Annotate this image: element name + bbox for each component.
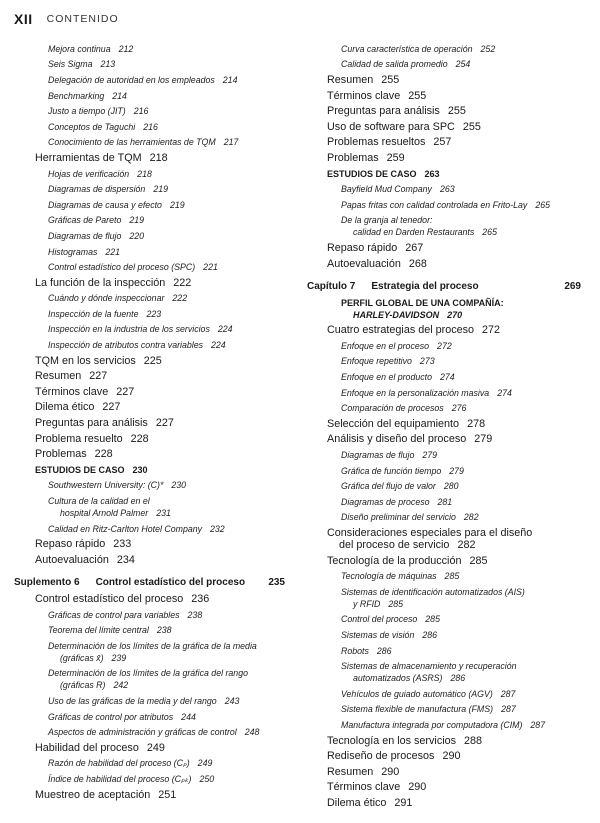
page-ref: 290 xyxy=(381,765,400,778)
toc-entry[interactable] xyxy=(293,354,593,370)
toc-entry[interactable] xyxy=(293,103,593,119)
toc-entry[interactable] xyxy=(293,795,593,811)
running-title: CONTENIDO xyxy=(46,13,119,25)
toc-entry[interactable] xyxy=(0,197,293,213)
entry-title: Herramientas de TQM xyxy=(35,151,142,164)
entry-title-continuation xyxy=(48,507,293,519)
entry-title: Diagramas de causa y efecto xyxy=(48,199,162,210)
entry-title: ESTUDIOS DE CASO xyxy=(35,464,125,475)
page-ref: 273 xyxy=(419,356,435,367)
page-ref: 286 xyxy=(376,645,392,656)
toc-entry[interactable] xyxy=(293,510,593,526)
page-number: XII xyxy=(14,11,33,27)
entry-title: Índice de habilidad del proceso (Cₚₖ) xyxy=(48,773,192,784)
page-ref: 213 xyxy=(100,59,116,70)
page-ref: 231 xyxy=(156,508,171,519)
page-ref: 268 xyxy=(408,257,427,270)
entry-title: Cultura de la calidad en el xyxy=(48,496,150,507)
entry-title: Gráfica de función tiempo xyxy=(341,465,442,476)
page-ref: 288 xyxy=(464,734,483,747)
entry-title: Histogramas xyxy=(48,246,98,257)
toc-entry[interactable] xyxy=(0,119,293,135)
toc-entry[interactable] xyxy=(0,431,293,447)
entry-title-continuation xyxy=(48,679,293,691)
page-ref: 216 xyxy=(143,121,158,132)
page-ref: 255 xyxy=(447,105,466,118)
page-ref: 220 xyxy=(129,230,145,241)
page-ref: 214 xyxy=(112,90,127,101)
toc-entry[interactable] xyxy=(293,119,593,135)
entry-title: Uso de las gráficas de la media y del rango xyxy=(48,695,217,706)
page-ref: 274 xyxy=(439,372,455,383)
page-ref: 265 xyxy=(482,227,497,238)
page-ref: 250 xyxy=(199,773,215,784)
page-ref: 285 xyxy=(469,554,488,567)
entry-title: Repaso rápido xyxy=(327,241,398,254)
toc-entry[interactable] xyxy=(293,643,593,659)
page-ref: 221 xyxy=(203,262,218,273)
toc-entry[interactable] xyxy=(0,166,293,182)
toc-entry[interactable] xyxy=(0,607,293,623)
entry-title: Análisis y diseño del proceso xyxy=(327,433,467,446)
page-ref: 234 xyxy=(116,553,135,566)
toc-entry[interactable] xyxy=(293,416,593,432)
entry-title: Curva característica de operación xyxy=(341,43,473,54)
page-ref: 274 xyxy=(497,387,512,398)
page-ref: 285 xyxy=(444,571,460,582)
toc-entry[interactable] xyxy=(293,702,593,718)
toc-entry[interactable] xyxy=(0,306,293,322)
entry-title: Inspección de atributos contra variables xyxy=(48,340,204,351)
page-ref: 217 xyxy=(223,137,239,148)
entry-title-continuation xyxy=(341,309,593,321)
entry-title: Resumen xyxy=(327,73,374,86)
page-ref: 223 xyxy=(146,308,162,319)
toc-entry[interactable] xyxy=(0,322,293,338)
toc-entry[interactable] xyxy=(293,400,593,416)
entry-title: Problemas xyxy=(327,151,379,164)
entry-title: Justo a tiempo (JIT) xyxy=(48,106,126,117)
entry-title: Robots xyxy=(341,645,369,656)
entry-title: Selección del equipamiento xyxy=(327,417,460,430)
page-ref: 255 xyxy=(462,120,481,133)
toc-entry[interactable] xyxy=(293,338,593,354)
page-ref: 255 xyxy=(408,89,427,102)
page-ref: 291 xyxy=(394,796,413,809)
entry-title: Sistemas de visión xyxy=(341,629,415,640)
entry-title: Enfoque en el producto xyxy=(341,372,432,383)
page-ref: 219 xyxy=(153,184,168,195)
entry-title: Gráfica del flujo de valor xyxy=(341,481,436,492)
entry-title: Habilidad del proceso xyxy=(35,741,139,754)
page-ref: 228 xyxy=(130,432,149,445)
entry-title: Resumen xyxy=(327,765,374,778)
toc-entry[interactable] xyxy=(293,240,593,256)
page-ref: 221 xyxy=(105,246,121,257)
page-ref: 243 xyxy=(224,695,240,706)
entry-title: Uso de software para SPC xyxy=(327,120,455,133)
entry-title: Diagramas de proceso xyxy=(341,496,430,507)
chapter-heading[interactable] xyxy=(0,576,293,592)
entry-title: Control del proceso xyxy=(341,614,418,625)
page-ref: 255 xyxy=(381,73,400,86)
entry-title: Gráficas de Pareto xyxy=(48,215,122,226)
entry-title-line2: calidad en Darden Restaurants xyxy=(353,227,475,238)
entry-title: Términos clave xyxy=(327,781,401,794)
page-ref: 238 xyxy=(156,625,172,636)
toc-entry[interactable] xyxy=(293,72,593,88)
toc-entry[interactable] xyxy=(0,724,293,740)
page-ref: 224 xyxy=(217,324,233,335)
entry-title: Cuándo y dónde inspeccionar xyxy=(48,293,165,304)
page-ref: 263 xyxy=(439,184,455,195)
toc-entry[interactable] xyxy=(293,463,593,479)
entry-title: Aspectos de administración y gráficas de control xyxy=(48,727,237,738)
entry-title: ESTUDIOS DE CASO xyxy=(327,168,417,179)
entry-title: Términos clave xyxy=(327,89,401,102)
page-ref: 267 xyxy=(405,241,424,254)
page-ref: 265 xyxy=(535,199,550,210)
entry-title: Diagramas de flujo xyxy=(48,230,122,241)
toc-entry[interactable] xyxy=(0,521,293,537)
page-ref: 251 xyxy=(158,788,177,801)
entry-title: Bayfield Mud Company xyxy=(341,184,432,195)
toc-entry[interactable] xyxy=(0,135,293,151)
chapter-title: Control estadístico del proceso xyxy=(95,577,246,589)
page-ref: 244 xyxy=(181,711,196,722)
page-ref: 286 xyxy=(450,673,466,684)
page-ref: 272 xyxy=(482,324,501,337)
entry-title: Calidad en Ritz-Carlton Hotel Company xyxy=(48,523,203,534)
page-ref: 249 xyxy=(197,758,213,769)
page-ref: 242 xyxy=(113,680,129,691)
entry-title: Sistemas de identificación automatizados (AIS) xyxy=(341,586,525,597)
page-ref: 230 xyxy=(171,480,187,491)
toc-entry[interactable] xyxy=(293,748,593,764)
page-ref: 287 xyxy=(530,719,546,730)
entry-title: Razón de habilidad del proceso (Cₚ) xyxy=(48,758,190,769)
chapter-heading[interactable] xyxy=(293,279,593,295)
toc-entry[interactable] xyxy=(0,446,293,462)
entry-title: Benchmarking xyxy=(48,90,105,101)
page-ref: 281 xyxy=(437,496,453,507)
toc-entry[interactable] xyxy=(0,275,293,291)
entry-title: Dilema ético xyxy=(35,401,95,414)
toc-entry[interactable] xyxy=(293,733,593,749)
page-ref: 290 xyxy=(442,750,461,763)
page-ref: 290 xyxy=(408,781,427,794)
page-ref: 279 xyxy=(422,450,438,461)
toc-entry[interactable] xyxy=(293,181,593,197)
page-ref: 218 xyxy=(137,168,152,179)
page-ref: 279 xyxy=(474,433,493,446)
page-ref: 224 xyxy=(211,340,226,351)
toc-entry[interactable] xyxy=(293,780,593,796)
page-ref: 259 xyxy=(386,151,405,164)
entry-title: Seis Sigma xyxy=(48,59,93,70)
toc-entry[interactable] xyxy=(293,627,593,643)
entry-title-line2: HARLEY-DAVIDSON xyxy=(353,309,440,320)
page-ref: 218 xyxy=(149,151,168,164)
entry-title: Tecnología en los servicios xyxy=(327,734,457,747)
page-ref: 252 xyxy=(480,43,496,54)
page-ref: 227 xyxy=(155,417,174,430)
page-ref: 287 xyxy=(501,704,516,715)
page-ref: 222 xyxy=(173,276,192,289)
page-ref: 214 xyxy=(222,74,238,85)
entry-title: Términos clave xyxy=(35,385,109,398)
page-ref: 236 xyxy=(191,592,210,605)
page-ref: 249 xyxy=(146,741,165,754)
entry-title: Preguntas para análisis xyxy=(35,417,148,430)
entry-title: Consideraciones especiales para el diseño xyxy=(327,527,533,540)
entry-title: Enfoque en la personalización masiva xyxy=(341,387,490,398)
entry-title: Tecnología de máquinas xyxy=(341,571,437,582)
entry-title: Papas fritas con calidad controlada en Frito-Lay xyxy=(341,199,528,210)
entry-title: Teorema del límite central xyxy=(48,625,149,636)
entry-title: Conocimiento de las herramientas de TQM xyxy=(48,137,216,148)
page-ref: 282 xyxy=(463,512,479,523)
toc-entry[interactable] xyxy=(0,353,293,369)
page-ref: 235 xyxy=(268,577,285,589)
toc-entry[interactable] xyxy=(0,591,293,607)
page-ref: 248 xyxy=(244,727,260,738)
entry-title-line2: y RFID xyxy=(353,598,381,609)
entry-title: Muestreo de aceptación xyxy=(35,788,151,801)
chapter-title: Estrategia del proceso xyxy=(371,281,479,293)
toc-entry[interactable] xyxy=(0,291,293,307)
toc-entry[interactable] xyxy=(0,337,293,353)
page-ref: 219 xyxy=(169,199,185,210)
page-ref: 238 xyxy=(187,609,203,620)
page-ref: 225 xyxy=(143,354,162,367)
toc-entry[interactable] xyxy=(0,400,293,416)
toc-entry[interactable] xyxy=(0,771,293,787)
toc-entry[interactable] xyxy=(293,41,593,57)
toc-entry[interactable] xyxy=(293,213,593,241)
entry-title: Problemas resueltos xyxy=(327,136,426,149)
entry-title: Southwestern University: (C)* xyxy=(48,480,164,491)
page-ref: 257 xyxy=(433,136,452,149)
page-header xyxy=(14,11,119,27)
toc-entry[interactable] xyxy=(0,181,293,197)
toc-entry[interactable] xyxy=(293,658,593,686)
entry-title: Inspección en la industria de los servicios xyxy=(48,324,210,335)
case-studies-heading[interactable] xyxy=(293,166,593,182)
toc-entry[interactable] xyxy=(0,638,293,666)
toc-entry[interactable] xyxy=(293,369,593,385)
entry-title: Tecnología de la producción xyxy=(327,554,462,567)
toc-entry[interactable] xyxy=(0,368,293,384)
toc-entry[interactable] xyxy=(293,717,593,733)
entry-title: Problemas xyxy=(35,448,87,461)
page-ref: 219 xyxy=(129,215,145,226)
toc-entry[interactable] xyxy=(293,432,593,448)
toc-entry[interactable] xyxy=(293,764,593,780)
toc-entry[interactable] xyxy=(293,197,593,213)
entry-title-line2: automatizados (ASRS) xyxy=(353,673,443,684)
entry-title: Vehículos de guiado automático (AGV) xyxy=(341,688,493,699)
toc-entry[interactable] xyxy=(0,103,293,119)
entry-title-line2: del proceso de servicio xyxy=(339,539,450,552)
page-ref: 227 xyxy=(102,401,121,414)
toc-entry[interactable] xyxy=(0,57,293,73)
toc-entry[interactable] xyxy=(293,385,593,401)
page-ref: 270 xyxy=(447,309,463,320)
toc-entry[interactable] xyxy=(0,259,293,275)
entry-title: Gráficas de control por atributos xyxy=(48,711,174,722)
entry-title: Determinación de los límites de la gráfica de la media xyxy=(48,640,257,651)
toc-entry[interactable] xyxy=(293,584,593,612)
entry-title: De la granja al tenedor: xyxy=(341,215,433,226)
entry-title: Resumen xyxy=(35,370,82,383)
entry-title: Sistemas de almacenamiento y recuperación xyxy=(341,661,517,672)
entry-title-continuation xyxy=(327,539,593,551)
entry-title: Preguntas para análisis xyxy=(327,105,440,118)
page-ref: 227 xyxy=(116,385,135,398)
entry-title-continuation xyxy=(341,226,593,238)
page-ref: 216 xyxy=(133,106,149,117)
toc-entry[interactable] xyxy=(0,536,293,552)
page-ref: 285 xyxy=(388,598,404,609)
entry-title: Enfoque repetitivo xyxy=(341,356,412,367)
entry-title: Dilema ético xyxy=(327,796,387,809)
entry-title: Hojas de verificación xyxy=(48,168,130,179)
page-ref: 239 xyxy=(111,652,127,663)
toc-entry[interactable] xyxy=(0,709,293,725)
page-ref: 222 xyxy=(172,293,188,304)
entry-title-continuation xyxy=(341,672,593,684)
entry-title: Diagramas de dispersión xyxy=(48,184,146,195)
page-ref: 228 xyxy=(94,448,113,461)
entry-title: Delegación de autoridad en los empleados xyxy=(48,74,215,85)
chapter-number: Capítulo 7 xyxy=(307,281,356,293)
entry-title: Manufactura integrada por computadora (CIM) xyxy=(341,719,523,730)
toc-entry[interactable] xyxy=(0,228,293,244)
entry-title: Control estadístico del proceso (SPC) xyxy=(48,262,196,273)
entry-title: Control estadístico del proceso xyxy=(35,592,184,605)
toc-entry[interactable] xyxy=(293,478,593,494)
page-ref: 278 xyxy=(467,417,486,430)
entry-title: Rediseño de procesos xyxy=(327,750,435,763)
toc-entry[interactable] xyxy=(0,493,293,521)
page-ref: 212 xyxy=(118,43,134,54)
toc-entry[interactable] xyxy=(0,552,293,568)
entry-title: Cuatro estrategias del proceso xyxy=(327,324,475,337)
entry-title: Determinación de los límites de la gráfica del rango xyxy=(48,668,248,679)
entry-title: Diseño preliminar del servicio xyxy=(341,512,456,523)
toc-entry[interactable] xyxy=(0,478,293,494)
page-ref: 233 xyxy=(113,538,132,551)
toc-entry[interactable] xyxy=(293,494,593,510)
toc-entry[interactable] xyxy=(293,568,593,584)
entry-title: Gráficas de control para variables xyxy=(48,609,180,620)
page-ref: 230 xyxy=(132,464,148,475)
entry-title: Autoevaluación xyxy=(327,257,401,270)
toc-entry[interactable] xyxy=(0,213,293,229)
entry-title: Calidad de salida promedio xyxy=(341,59,448,70)
toc-entry[interactable] xyxy=(293,686,593,702)
case-studies-heading[interactable] xyxy=(0,462,293,478)
toc-entry[interactable] xyxy=(293,57,593,73)
toc-entry[interactable] xyxy=(293,525,593,553)
toc-entry[interactable] xyxy=(0,756,293,772)
toc-column-left xyxy=(0,41,293,802)
toc-entry[interactable] xyxy=(293,135,593,151)
entry-title-continuation xyxy=(341,598,593,610)
toc-entry[interactable] xyxy=(293,323,593,339)
toc-entry[interactable] xyxy=(0,740,293,756)
entry-title: Diagramas de flujo xyxy=(341,450,415,461)
toc-entry[interactable] xyxy=(0,666,293,694)
entry-title: Comparación de procesos xyxy=(341,403,444,414)
entry-title-line2: hospital Arnold Palmer xyxy=(60,508,149,519)
toc-entry[interactable] xyxy=(0,88,293,104)
toc-entry[interactable] xyxy=(293,88,593,104)
toc-column-right xyxy=(293,41,593,811)
entry-title-line2: (gráficas x̄) xyxy=(60,652,104,663)
toc-entry[interactable] xyxy=(0,384,293,400)
page-ref: 227 xyxy=(89,370,108,383)
toc-entry[interactable] xyxy=(0,693,293,709)
entry-title: Problema resuelto xyxy=(35,432,123,445)
page-ref: 280 xyxy=(443,481,459,492)
toc-entry[interactable] xyxy=(0,244,293,260)
toc-entry[interactable] xyxy=(0,150,293,166)
page-ref: 287 xyxy=(500,688,516,699)
entry-title: Mejora continua xyxy=(48,43,111,54)
toc-entry[interactable] xyxy=(293,553,593,569)
page-ref: 282 xyxy=(457,539,476,552)
chapter-number: Suplemento 6 xyxy=(14,577,80,589)
page-ref: 272 xyxy=(437,340,452,351)
entry-title: Enfoque en el proceso xyxy=(341,340,430,351)
entry-title-line2: (gráficas R) xyxy=(60,680,106,691)
page-ref: 254 xyxy=(455,59,471,70)
entry-title: La función de la inspección xyxy=(35,276,166,289)
entry-title: Sistema flexible de manufactura (FMS) xyxy=(341,704,494,715)
page-ref: 286 xyxy=(422,629,438,640)
toc-entry[interactable] xyxy=(293,612,593,628)
toc-entry[interactable] xyxy=(293,150,593,166)
toc-entry[interactable] xyxy=(0,72,293,88)
page-ref: 232 xyxy=(210,523,225,534)
page-ref: 263 xyxy=(424,168,440,179)
entry-title-continuation xyxy=(48,652,293,664)
entry-title: PERFIL GLOBAL DE UNA COMPAÑÍA: xyxy=(341,297,504,308)
page-ref: 279 xyxy=(449,465,464,476)
entry-title: Inspección de la fuente xyxy=(48,308,139,319)
toc-entry[interactable] xyxy=(293,447,593,463)
toc-entry[interactable] xyxy=(293,256,593,272)
toc-entry[interactable] xyxy=(293,295,593,323)
toc-entry[interactable] xyxy=(0,787,293,803)
entry-title: Conceptos de Taguchi xyxy=(48,121,136,132)
page-ref: 269 xyxy=(564,281,581,293)
toc-entry[interactable] xyxy=(0,415,293,431)
toc-entry[interactable] xyxy=(0,41,293,57)
page-ref: 276 xyxy=(451,403,467,414)
entry-title: TQM en los servicios xyxy=(35,354,136,367)
entry-title: Repaso rápido xyxy=(35,538,106,551)
entry-title: Autoevaluación xyxy=(35,553,109,566)
page-ref: 285 xyxy=(425,614,440,625)
toc-entry[interactable] xyxy=(0,622,293,638)
